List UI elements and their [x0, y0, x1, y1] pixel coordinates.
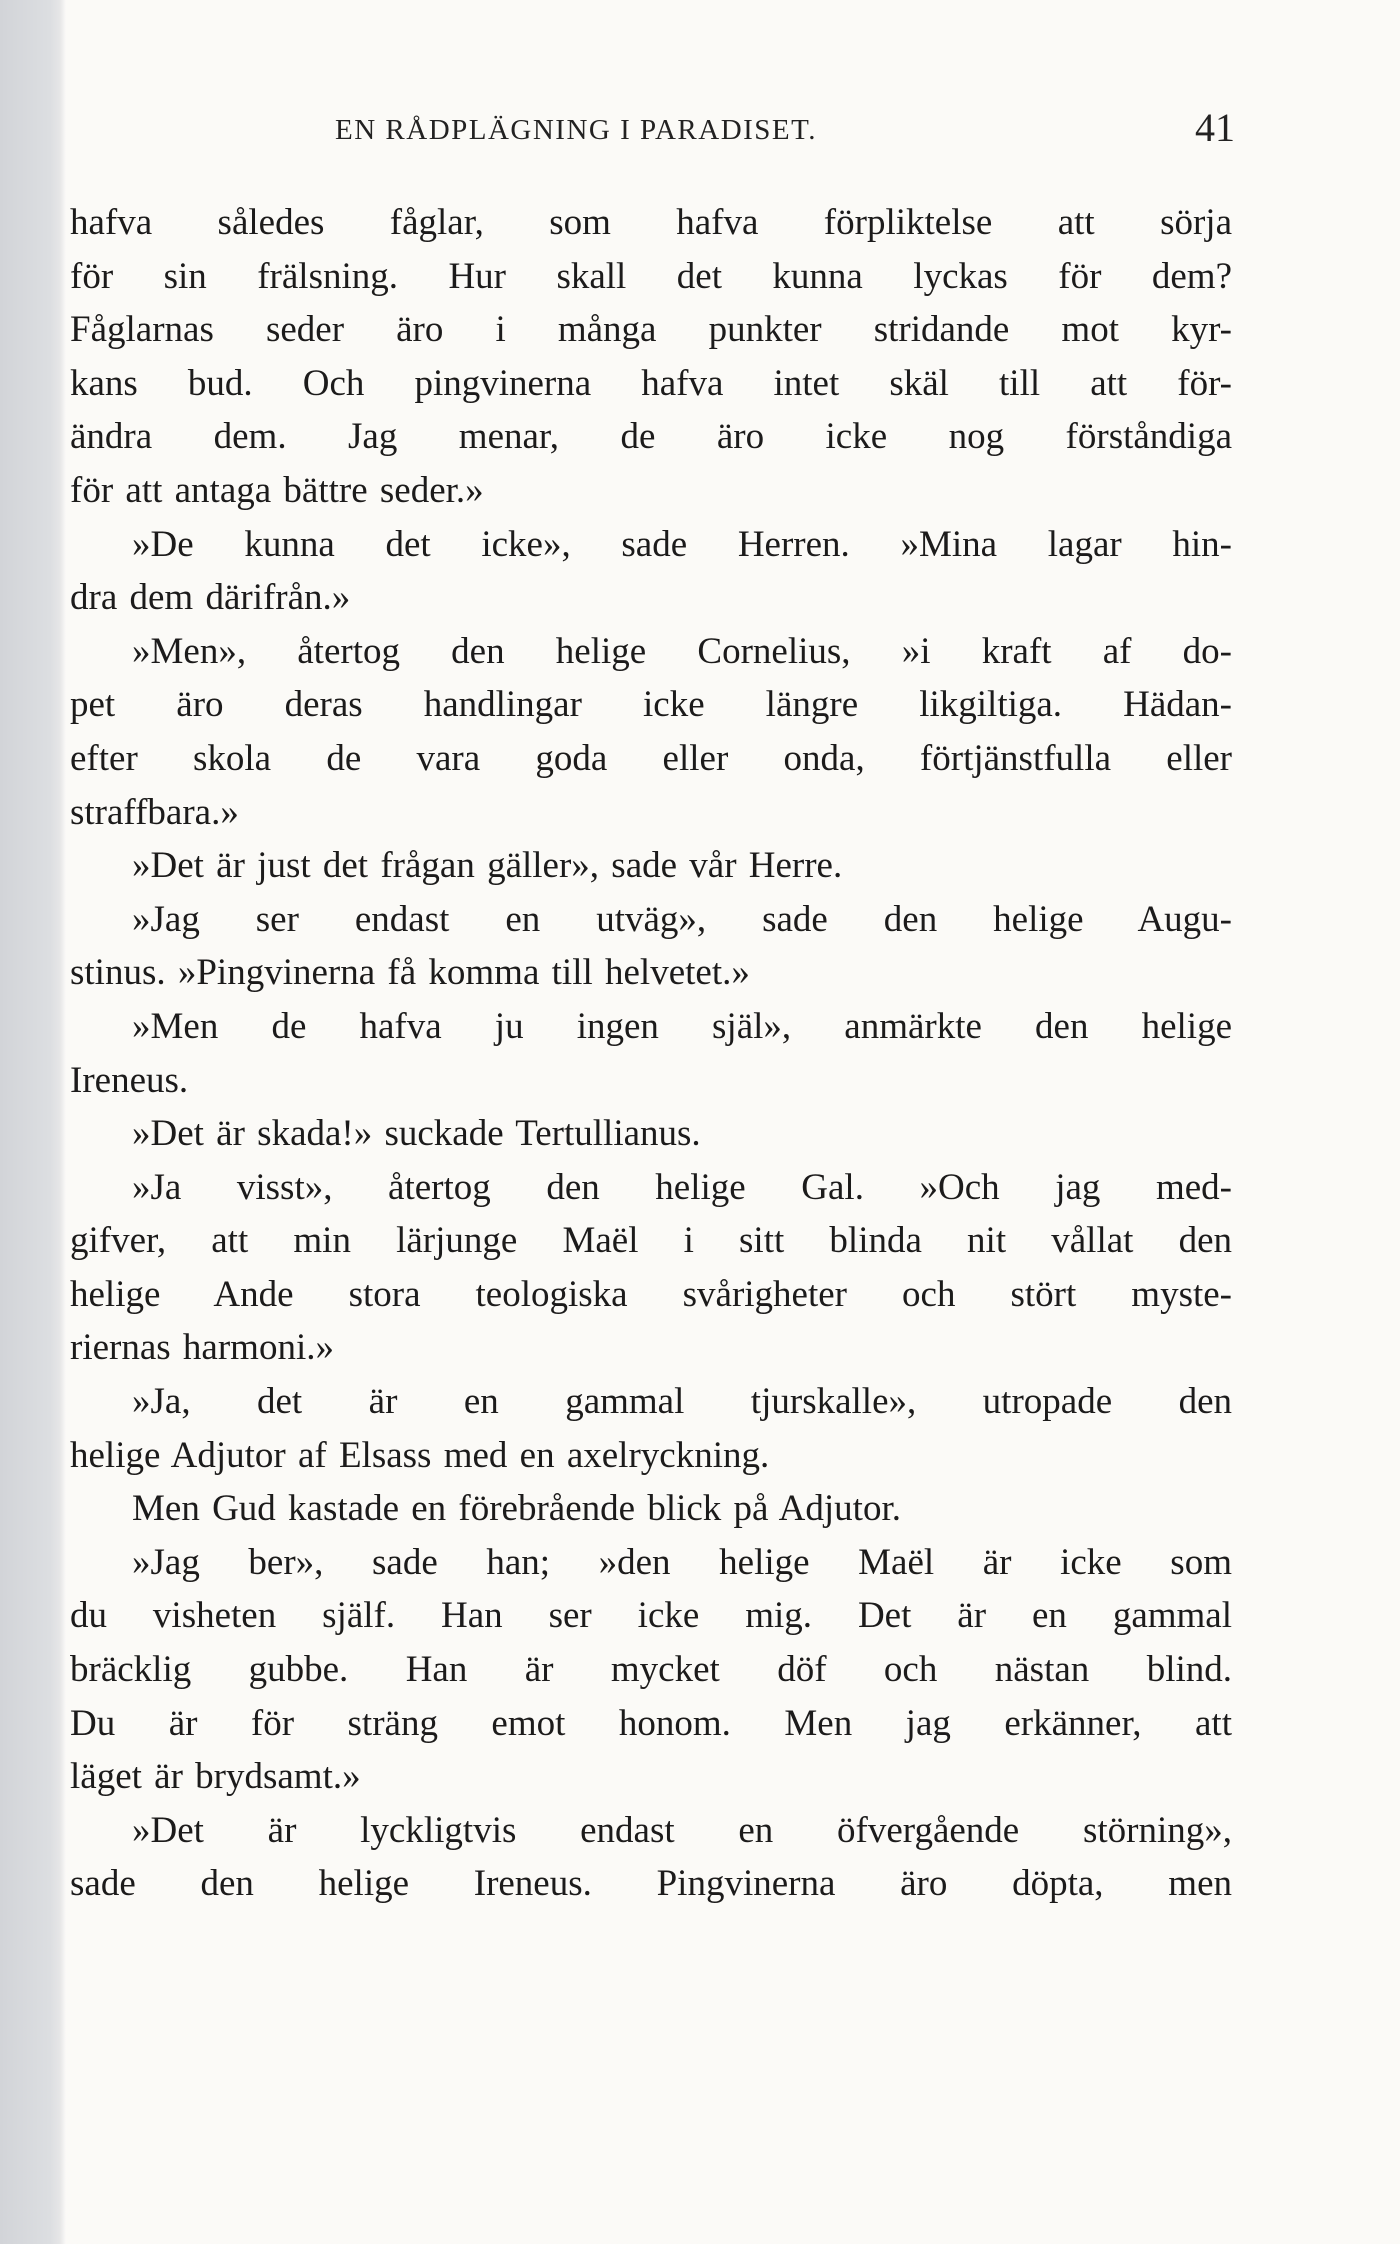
- text-line: helige Adjutor af Elsass med en axelryckning.: [70, 1434, 770, 1476]
- text-line: för sin frälsning. Hur skall det kunna lyckas för dem?: [70, 255, 1232, 297]
- text-line: helige Ande stora teologiska svårigheter och stört myste-: [70, 1273, 1232, 1315]
- text-line: Fåglarnas seder äro i många punkter stridande mot kyr-: [70, 309, 1232, 351]
- text-line: ändra dem. Jag menar, de äro icke nog förståndiga: [70, 416, 1232, 458]
- text-line: Du är för sträng emot honom. Men jag erkänner, att: [70, 1702, 1232, 1744]
- text-line: »Det är just det frågan gäller», sade vår Herre.: [132, 845, 843, 887]
- text-line: gifver, att min lärjunge Maël i sitt blinda nit vållat den: [70, 1220, 1232, 1262]
- text-line: »Jag ber», sade han; »den helige Maël är icke som: [132, 1541, 1232, 1583]
- text-line: läget är brydsamt.»: [70, 1756, 361, 1798]
- text-line: Ireneus.: [70, 1059, 189, 1101]
- text-line: hafva således fåglar, som hafva förpliktelse att sörja: [70, 202, 1232, 243]
- text-line: »Det är skada!» suckade Tertullianus.: [132, 1113, 701, 1155]
- text-line: stinus. »Pingvinerna få komma till helvetet.»: [70, 952, 750, 994]
- binding-gutter: [0, 0, 66, 2244]
- text-line: pet äro deras handlingar icke längre likgiltiga. Hädan-: [70, 684, 1232, 726]
- running-title: EN RÅDPLÄGNING I PARADISET.: [335, 114, 817, 146]
- text-line: efter skola de vara goda eller onda, förtjänstfulla eller: [70, 737, 1232, 779]
- page-number: 41: [1195, 105, 1235, 150]
- text-line: riernas harmoni.»: [70, 1327, 334, 1369]
- text-line: »De kunna det icke», sade Herren. »Mina lagar hin-: [132, 523, 1232, 565]
- text-line: dra dem därifrån.»: [70, 577, 351, 619]
- text-line: för att antaga bättre seder.»: [70, 469, 484, 511]
- text-line: Men Gud kastade en förebrående blick på Adjutor.: [132, 1488, 901, 1530]
- text-line: sade den helige Ireneus. Pingvinerna äro döpta, men: [70, 1863, 1232, 1905]
- text-line: »Jag ser endast en utväg», sade den helige Augu-: [132, 898, 1232, 940]
- text-line: »Men de hafva ju ingen själ», anmärkte den helige: [132, 1005, 1232, 1047]
- body-text: [70, 196, 1232, 1911]
- text-line: »Ja, det är en gammal tjurskalle», utropade den: [132, 1381, 1232, 1423]
- text-line: »Ja visst», återtog den helige Gal. »Och jag med-: [132, 1166, 1232, 1208]
- text-line: kans bud. Och pingvinerna hafva intet skäl till att för-: [70, 362, 1232, 404]
- text-line: du visheten själf. Han ser icke mig. Det är en gammal: [70, 1595, 1232, 1637]
- text-line: straffbara.»: [70, 791, 239, 833]
- text-line: »Det är lyckligtvis endast en öfvergående störning»,: [132, 1809, 1232, 1851]
- text-line: »Men», återtog den helige Cornelius, »i kraft af do-: [132, 630, 1232, 672]
- text-line: bräcklig gubbe. Han är mycket döf och nästan blind.: [70, 1649, 1232, 1691]
